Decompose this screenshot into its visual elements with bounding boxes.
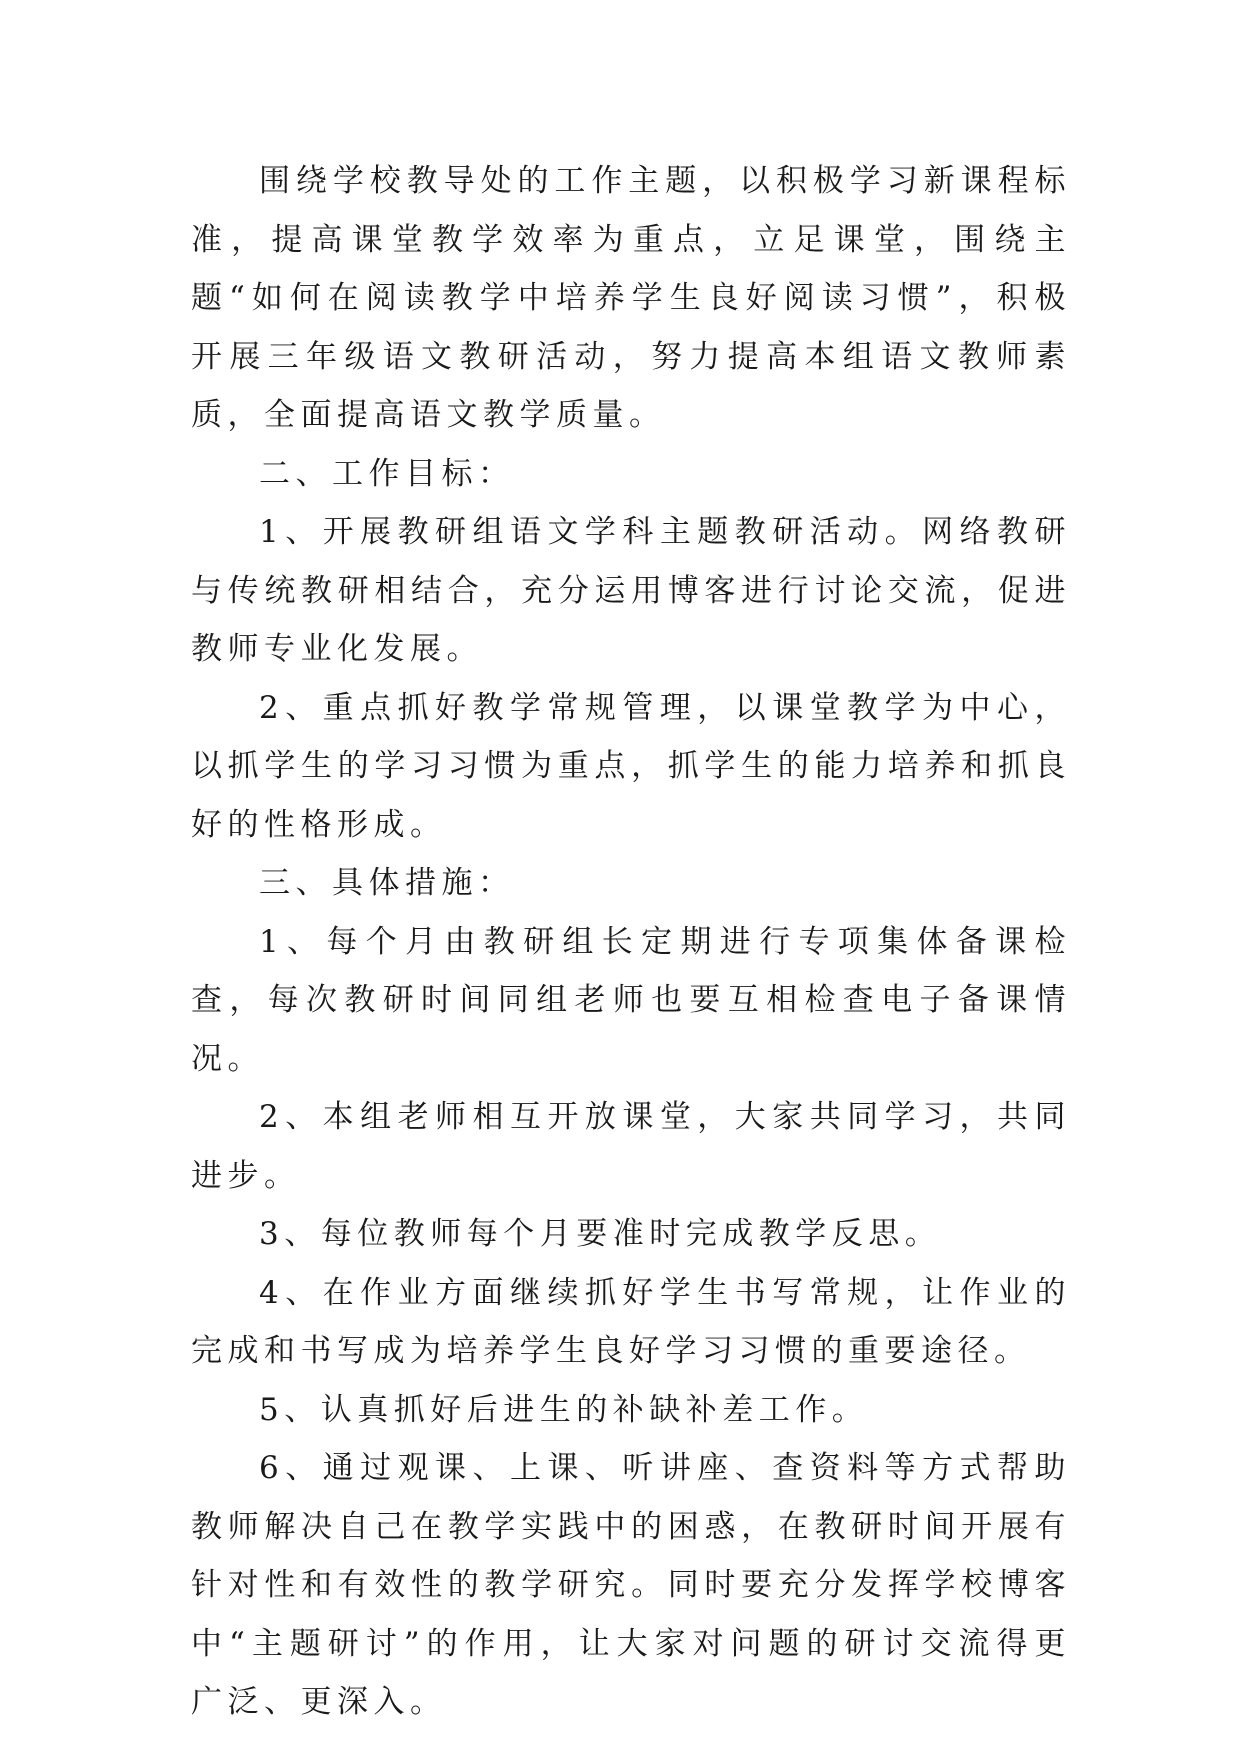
- document-body: [191, 152, 1071, 1732]
- paragraph-measure-4: 4、在作业方面继续抓好学生书写常规，让作业的完成和书写成为培养学生良好学习习惯的重要途径。: [191, 1274, 1071, 1369]
- paragraph-measure-1: 1、每个月由教研组长定期进行专项集体备课检查，每次教研时间同组老师也要互相检查电子备课情况。: [191, 923, 1071, 1077]
- heading-measures: 三、具体措施：: [259, 865, 515, 901]
- paragraph-measure-3: 3、每位教师每个月要准时完成教学反思。: [259, 1216, 942, 1252]
- paragraph-goal-1: 1、开展教研组语文学科主题教研活动。网络教研与传统教研相结合，充分运用博客进行讨论交流，促进教师专业化发展。: [191, 514, 1071, 667]
- paragraph-measure-2: 2、本组老师相互开放课堂，大家共同学习，共同进步。: [191, 1099, 1071, 1194]
- paragraph-measure-6: 6、通过观课、上课、听讲座、查资料等方式帮助教师解决自己在教学实践中的困惑，在教研时间开展有针对性和有效性的教学研究。同时要充分发挥学校博客中“主题研讨”的作用，让大家对问题的研讨交流得更广泛、更深入。: [191, 1450, 1071, 1720]
- paragraph-measure-5: 5、认真抓好后进生的补缺补差工作。: [259, 1391, 869, 1428]
- heading-work-goals: 二、工作目标：: [259, 455, 515, 492]
- paragraph-goal-2: 2、重点抓好教学常规管理，以课堂教学为中心，以抓学生的学习习惯为重点，抓学生的能力培养和抓良好的性格形成。: [191, 689, 1071, 843]
- paragraph-intro: 围绕学校教导处的工作主题，以积极学习新课程标准，提高课堂教学效率为重点，立足课堂，围绕主题“如何在阅读教学中培养学生良好阅读习惯”，积极开展三年级语文教研活动，努力提高本组语文教师素质，全面提高语文教学质量。: [191, 163, 1071, 433]
